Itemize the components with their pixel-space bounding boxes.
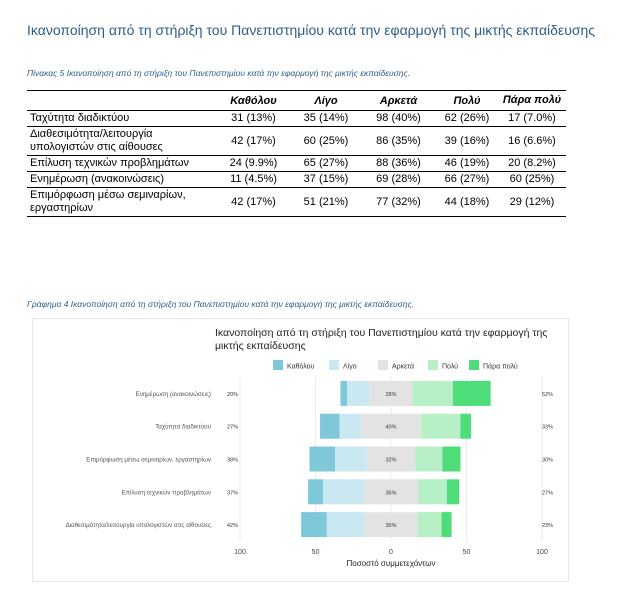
table-corner — [27, 91, 216, 111]
legend-swatch — [378, 360, 388, 370]
column-header: Καθόλου — [230, 94, 277, 107]
table-row — [27, 188, 566, 217]
table-cell: 60 (25%) — [303, 134, 349, 147]
table-cell: 42 (17%) — [231, 134, 276, 147]
right-percent-label: 30% — [541, 457, 553, 464]
row-label: Επίλυση τεχνικών προβλημάτων — [30, 157, 189, 169]
bar-segment — [421, 414, 460, 439]
table-cell: 37 (15%) — [303, 173, 349, 185]
column-header: Πολύ — [453, 94, 481, 107]
bar-segment — [309, 447, 335, 472]
chart-title-line-1: Ικανοποίηση από τη στήριξη του Πανεπιστημίου κατά την εφαρμογή της — [215, 327, 548, 339]
bar-segment — [340, 414, 361, 439]
table-cell: 98 (40%) — [376, 112, 421, 124]
table-cell: 16 (6.6%) — [508, 134, 556, 147]
center-percent-label: 40% — [385, 424, 397, 431]
table-cell: 88 (36%) — [376, 157, 421, 169]
bar-segment — [417, 512, 441, 537]
table-cell: 60 (25%) — [509, 173, 555, 185]
table-cell: 39 (16%) — [444, 134, 490, 147]
table-cell: 11 (4.5%) — [230, 173, 277, 185]
left-percent-label: 42% — [227, 523, 239, 530]
legend-label: Πολύ — [442, 363, 458, 371]
table-cell: 69 (28%) — [376, 173, 421, 185]
left-percent-label: 38% — [227, 457, 239, 464]
bar-segment — [460, 414, 471, 439]
left-percent-label: 37% — [227, 490, 239, 497]
table-header-row — [27, 91, 566, 111]
center-percent-label: 28% — [385, 391, 397, 398]
column-header: Αρκετά — [379, 94, 418, 107]
bar-segment — [442, 447, 460, 472]
right-percent-label: 33% — [541, 424, 553, 431]
table-caption: Πίνακας 5 Ικανοποίηση από τη στήριξη του Πανεπιστημίου κατά την εφαρμογή της μικτής εκπαίδευσης. — [27, 68, 411, 78]
table-cell: 29 (12%) — [509, 195, 555, 208]
x-tick-label: 100 — [536, 549, 548, 556]
legend-swatch — [428, 360, 438, 370]
left-percent-label: 20% — [227, 391, 239, 398]
category-label: Επίλυση τεχνικών προβλημάτων — [121, 489, 211, 497]
table-cell: 20 (8.2%) — [508, 157, 556, 169]
right-percent-label: 27% — [541, 490, 553, 497]
table-cell: 86 (35%) — [376, 134, 421, 147]
table-cell: 31 (13%) — [231, 112, 276, 124]
bar-segment — [323, 479, 364, 504]
row-label: Ενημέρωση (ανακοινώσεις) — [30, 173, 165, 185]
table-row — [27, 156, 566, 172]
center-percent-label: 35% — [385, 523, 397, 530]
right-percent-label: 23% — [541, 523, 553, 530]
table-cell: 44 (18%) — [444, 195, 490, 208]
category-label: Ταχύτητα διαδικτύου — [155, 423, 211, 431]
bar-segment — [340, 381, 347, 406]
legend-label: Πάρα πολύ — [483, 363, 518, 371]
likert-chart-svg — [33, 319, 568, 581]
row-label: Επιμόρφωση μέσω σεμιναρίων, εργαστηρίων — [30, 189, 186, 214]
column-header: Πάρα πολύ — [502, 94, 562, 106]
bar-segment — [308, 479, 323, 504]
bar-segment — [301, 512, 327, 537]
column-header: Λίγο — [314, 94, 338, 107]
bar-segment — [335, 447, 367, 472]
table-cell: 24 (9.9%) — [229, 157, 278, 169]
legend-label: Καθόλου — [287, 363, 315, 371]
bar-segment — [347, 381, 370, 406]
bar-segment — [453, 381, 491, 406]
right-percent-label: 52% — [541, 391, 553, 398]
row-label: Ταχύτητα διαδικτύου — [30, 112, 130, 124]
bar-segment — [442, 512, 452, 537]
center-percent-label: 32% — [385, 457, 397, 464]
bar-segment — [418, 479, 447, 504]
legend-label: Λίγο — [343, 363, 357, 371]
likert-chart — [32, 318, 569, 582]
table-cell: 66 (27%) — [444, 173, 490, 185]
row-label: Διαθεσιμότητα/λειτουργία υπολογιστών στις αίθουσες — [30, 128, 163, 153]
satisfaction-table — [27, 90, 566, 217]
table-cell: 62 (26%) — [444, 112, 490, 124]
bar-segment — [447, 479, 459, 504]
bar-segment — [415, 447, 442, 472]
bar-segment — [320, 414, 340, 439]
x-tick-label: 50 — [311, 549, 320, 556]
category-label: Διαθεσιμότητα/λειτουργία υπολογιστών στις αίθουσες — [65, 522, 211, 530]
table-row — [27, 172, 566, 188]
bar-segment — [412, 381, 453, 406]
bar-segment — [327, 512, 365, 537]
center-percent-label: 36% — [385, 490, 397, 497]
table-row — [27, 111, 566, 127]
table-cell: 77 (32%) — [376, 195, 421, 208]
x-axis-title: Ποσοστό συμμετεχόντων — [346, 559, 436, 568]
table-cell: 35 (14%) — [303, 112, 349, 124]
left-percent-label: 27% — [227, 424, 239, 431]
table-cell: 65 (27%) — [303, 157, 349, 169]
chart-title-line-2: μικτής εκπαίδευσης — [215, 340, 306, 352]
table-cell: 46 (19%) — [444, 157, 490, 169]
table-cell: 17 (7.0%) — [508, 112, 556, 124]
legend-swatch — [329, 360, 339, 370]
legend-swatch — [469, 360, 479, 370]
category-label: Επιμόρφωση μέσω σεμιναρίων, εργαστηρίων — [86, 456, 211, 464]
table-cell: 51 (21%) — [303, 195, 349, 208]
page-title: Ικανοποίηση από τη στήριξη του Πανεπιστημίου κατά την εφαρμογή της μικτής εκπαίδευσης — [27, 22, 596, 38]
x-tick-label: 50 — [462, 549, 471, 556]
x-tick-label: 0 — [389, 549, 393, 556]
table-row — [27, 127, 566, 156]
legend-label: Αρκετά — [392, 363, 414, 371]
x-tick-label: 100 — [234, 549, 246, 556]
category-label: Ενημέρωση (ανακοινώσεις) — [135, 390, 211, 398]
table-cell: 42 (17%) — [231, 195, 276, 208]
legend-swatch — [273, 360, 283, 370]
graph-caption: Γράφημα 4 Ικανοποίηση από τη στήριξη του Πανεπιστημίου κατά την εφαρμογή της μικτής εκπαίδευσης. — [27, 299, 415, 309]
